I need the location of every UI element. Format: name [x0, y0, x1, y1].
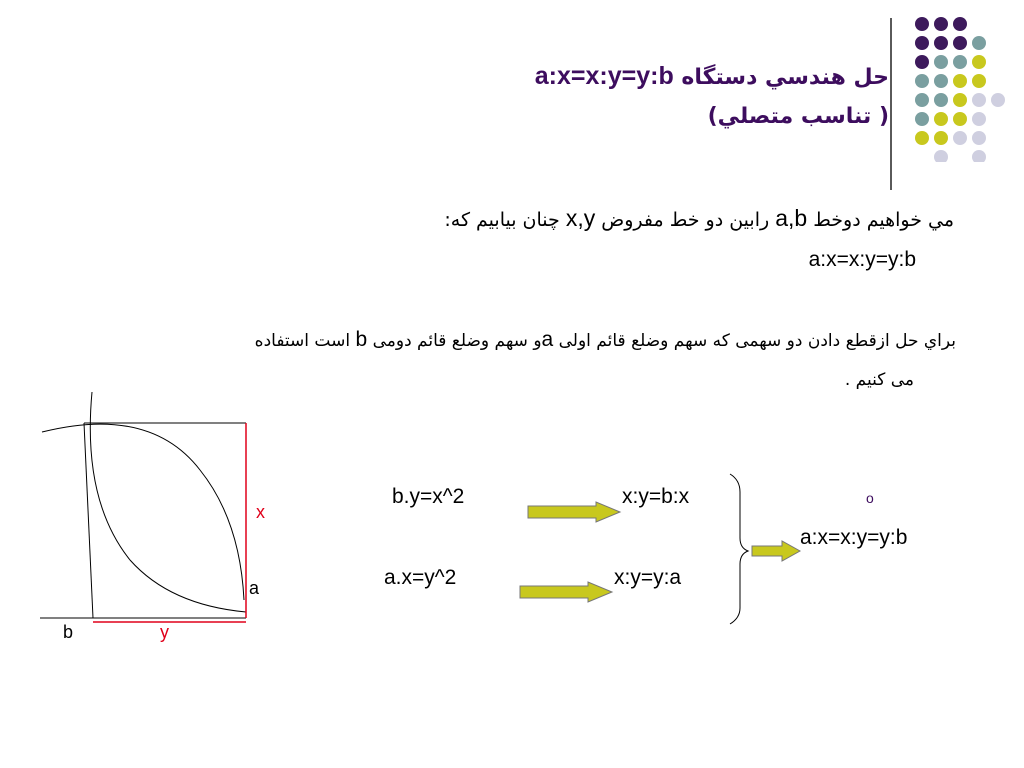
arrow-right-2	[520, 582, 612, 602]
equation-1-right: x:y=b:x	[622, 485, 690, 508]
equation-2-left: a.x=y^2	[384, 566, 457, 589]
method-description-end: می کنیم .	[844, 370, 914, 390]
curly-brace	[730, 474, 748, 624]
arrow-right-1	[528, 502, 620, 522]
p3-a: a	[541, 328, 554, 351]
label-a: a	[249, 578, 260, 598]
p3-pre: براي حل ازقطع دادن دو سهمی که سهم وضلع قائم اولی	[558, 331, 956, 351]
equation-2-right: x:y=y:a	[614, 566, 682, 589]
p3-mid: و سهم وضلع قائم دومی	[372, 331, 542, 351]
proportion-formula: a:x=x:y=y:b	[808, 248, 916, 271]
slide-title-line2: ( تناسب متصلي)	[707, 104, 889, 129]
label-x: x	[256, 502, 265, 522]
p3-post: است استفاده	[254, 331, 351, 351]
arrow-right-3	[752, 541, 800, 561]
title-formula: a:x=x:y=y:b	[534, 62, 674, 90]
parabola-1	[42, 424, 244, 600]
equation-1-left: b.y=x^2	[392, 485, 465, 508]
p1-ab: a,b	[775, 205, 808, 231]
p1-mid: رابين دو خط مفروض	[601, 209, 770, 231]
title-persian: حل هندسي دستگاه	[681, 65, 889, 90]
p1-pre: مي خواهيم دوخط	[813, 209, 954, 231]
label-b: b	[63, 622, 74, 642]
p3-b: b	[355, 328, 368, 351]
result-formula: a:x=x:y=y:b	[800, 526, 908, 549]
label-y: y	[160, 622, 169, 642]
p1-post: چنان بيابيم كه:	[444, 209, 560, 231]
p1-xy: x,y	[565, 205, 596, 231]
bullet-marker: o	[866, 490, 874, 506]
